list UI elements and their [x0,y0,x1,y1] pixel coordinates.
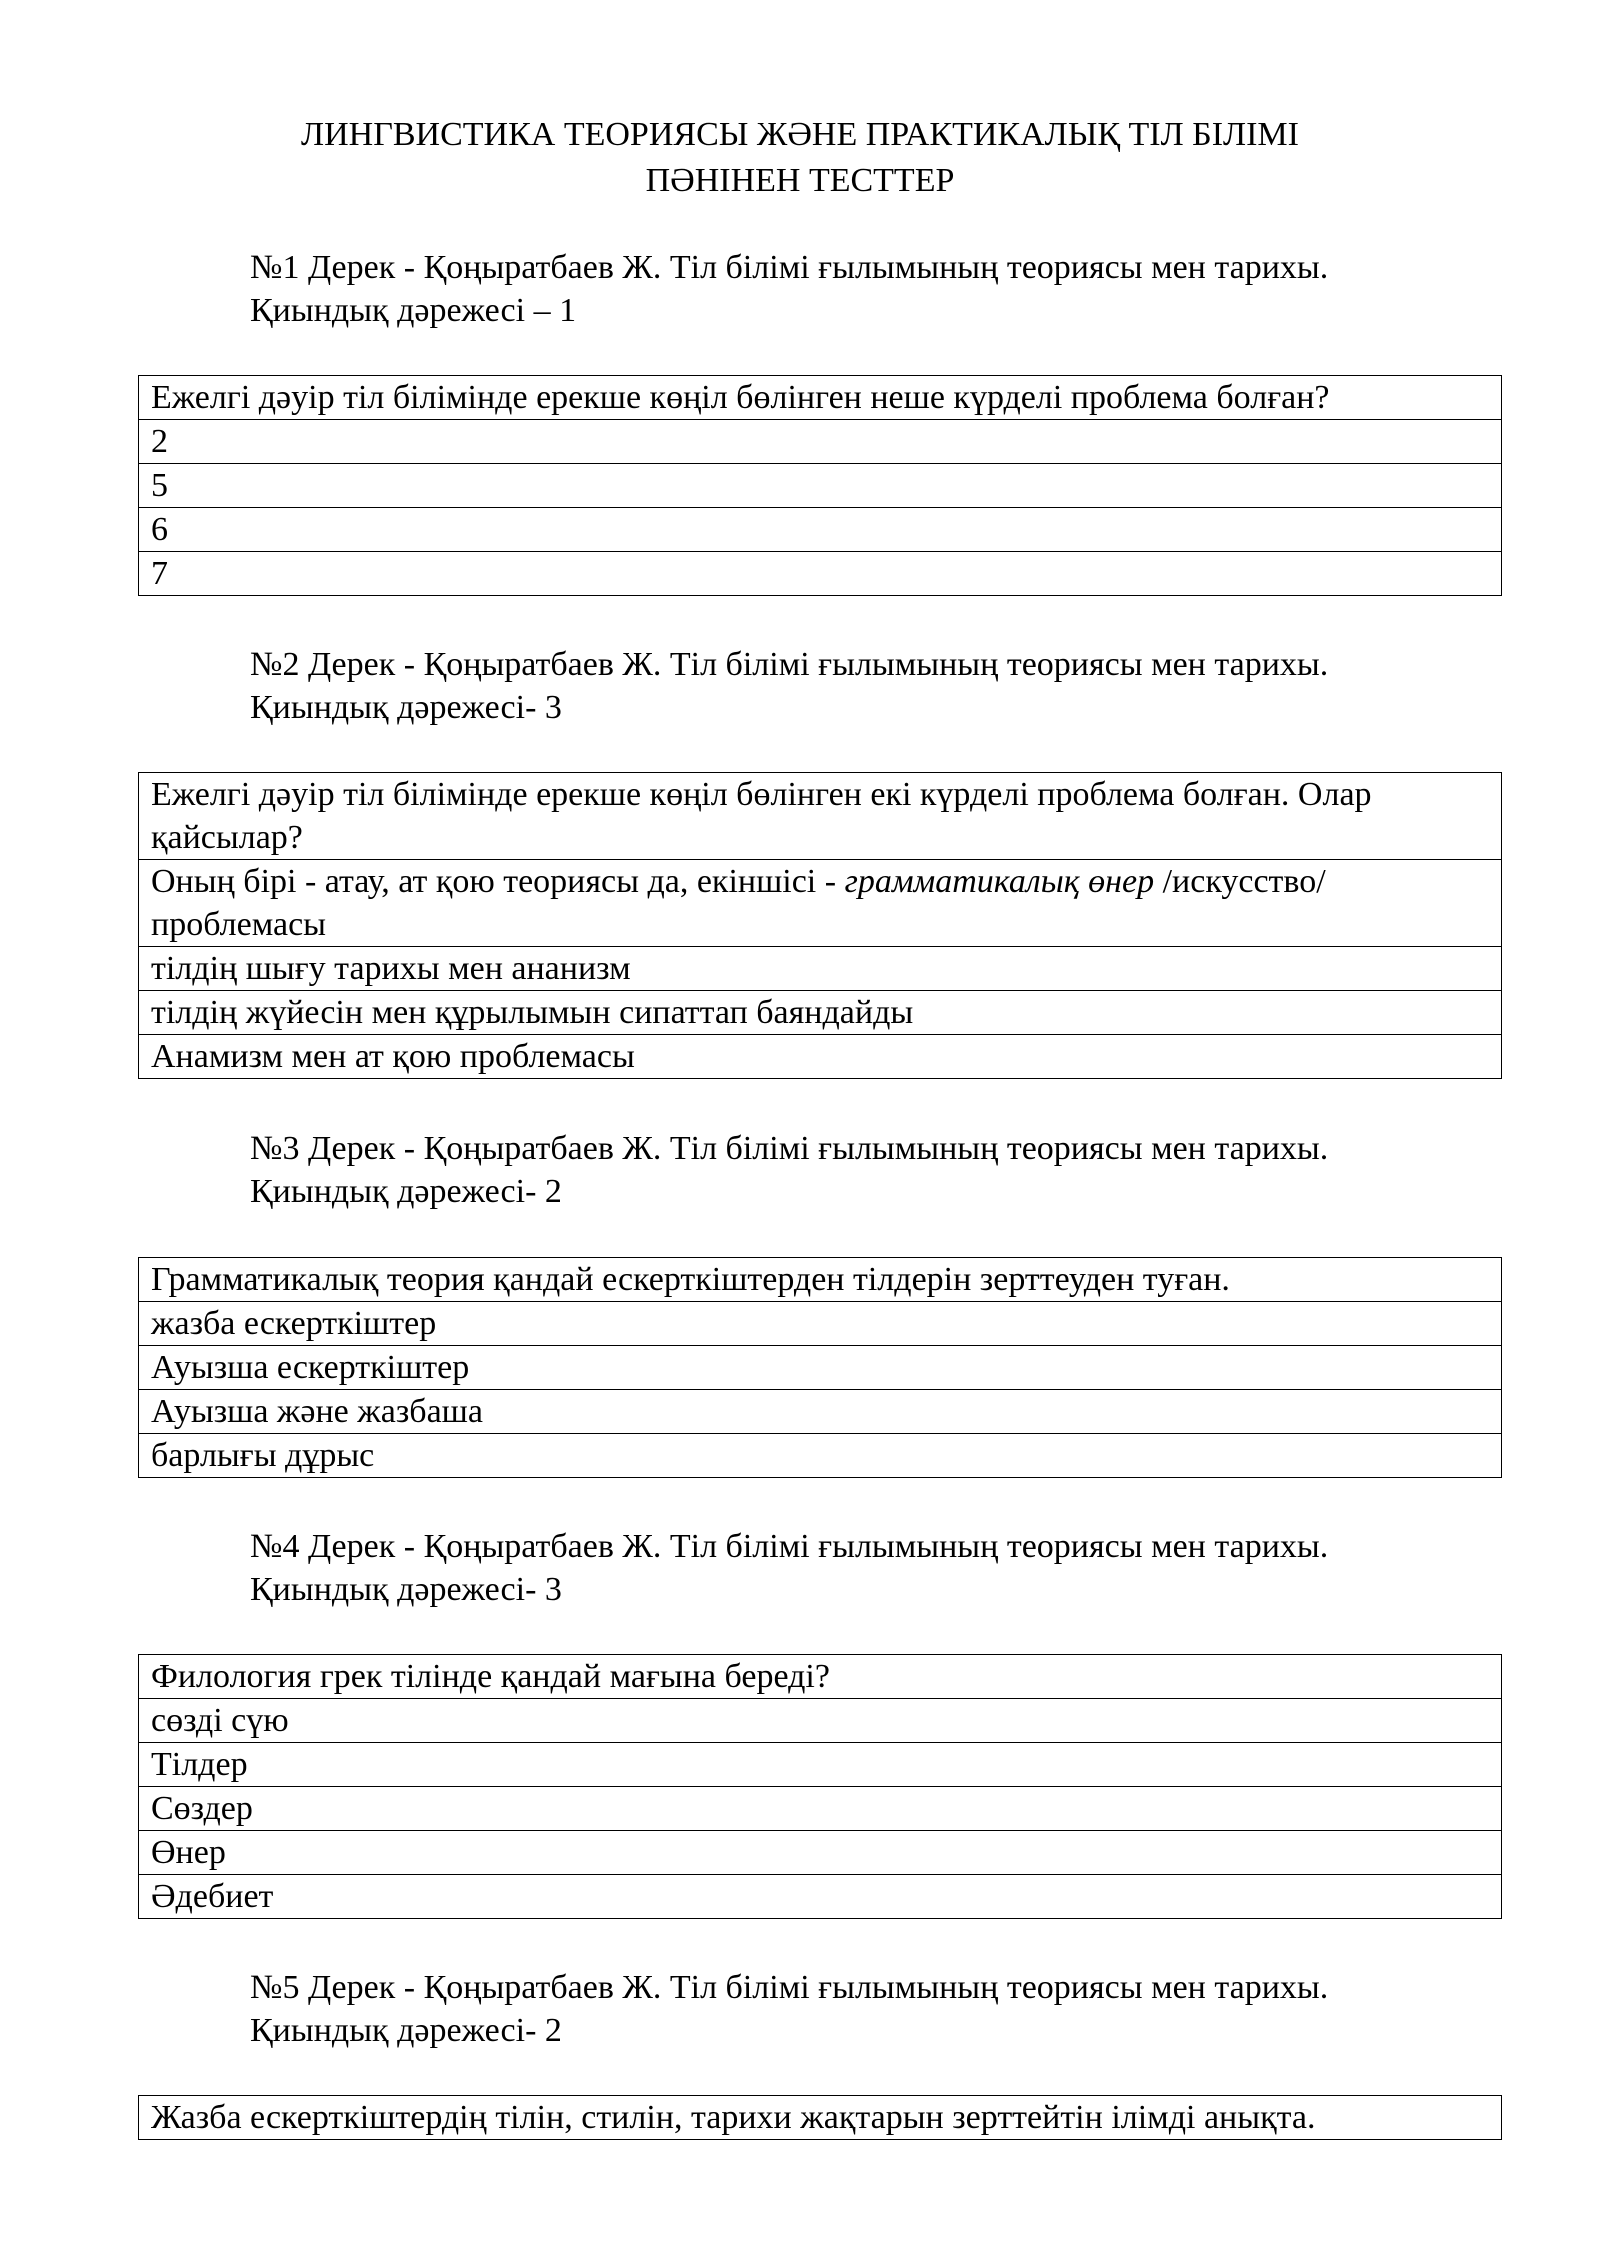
question-2-option-3: тілдің жүйесін мен құрылымын сипаттап баяндайды [139,991,1502,1035]
question-2-option-1-pre: Оның бірі - атау, ат қою теориясы да, екіншісі - [151,863,845,900]
question-3-table [138,1257,1502,1478]
question-2-option-1-post: /искусство/ проблемасы [151,863,1326,943]
question-4-option-3: Сөздер [139,1787,1502,1831]
question-2-difficulty: Қиындық дәрежесі- 3 [250,689,562,726]
question-2-option-2: тілдің шығу тарихы мен ананизм [139,947,1502,991]
question-4-option-1: сөзді сүю [139,1699,1502,1743]
question-1-source: №1 Дерек - Қоңыратбаев Ж. Тіл білімі ғылымының теориясы мен тарихы. [250,249,1329,286]
question-4-table [138,1654,1502,1919]
question-3-option-4: барлығы дұрыс [139,1434,1502,1478]
question-3-meta [250,1127,1328,1213]
question-5-table [138,2095,1502,2140]
question-5-source: №5 Дерек - Қоңыратбаев Ж. Тіл білімі ғылымының теориясы мен тарихы. [250,1969,1329,2006]
question-1-option-4: 7 [139,552,1502,596]
question-5-text: Жазба ескерткіштердің тілін, стилін, тарихи жақтарын зерттейтін ілімді анықта. [139,2096,1502,2140]
question-2-text: Ежелгі дәуір тіл білімінде ерекше көңіл бөлінген екі күрделі проблема болған. Олар қайсылар? [139,773,1502,860]
question-4-option-4: Өнер [139,1831,1502,1875]
question-2-option-4: Анамизм мен ат қою проблемасы [139,1035,1502,1079]
question-4-source: №4 Дерек - Қоңыратбаев Ж. Тіл білімі ғылымының теориясы мен тарихы. [250,1528,1329,1565]
question-3-option-1: жазба ескерткіштер [139,1302,1502,1346]
question-4-option-2: Тілдер [139,1743,1502,1787]
question-2-option-1-italic: грамматикалық өнер [844,863,1155,900]
question-1-table [138,375,1502,596]
question-1-option-1: 2 [139,420,1502,464]
question-3-option-2: Ауызша ескерткіштер [139,1346,1502,1390]
question-3-source: №3 Дерек - Қоңыратбаев Ж. Тіл білімі ғылымының теориясы мен тарихы. [250,1130,1329,1167]
title-line-2: ПӘНІНЕН ТЕСТТЕР [645,162,955,199]
question-3-difficulty: Қиындық дәрежесі- 2 [250,1173,562,1210]
question-2-meta [250,643,1328,729]
question-4-difficulty: Қиындық дәрежесі- 3 [250,1571,562,1608]
question-3-option-3: Ауызша және жазбаша [139,1390,1502,1434]
question-1-meta [250,246,1328,332]
question-1-difficulty: Қиындық дәрежесі – 1 [250,292,577,329]
question-2-source: №2 Дерек - Қоңыратбаев Ж. Тіл білімі ғылымының теориясы мен тарихы. [250,646,1329,683]
title-line-1: ЛИНГВИСТИКА ТЕОРИЯСЫ ЖӘНЕ ПРАКТИКАЛЫҚ ТІЛ БІЛІМІ [301,116,1299,153]
document-title [0,112,1600,204]
question-3-text: Грамматикалық теория қандай ескерткіштерден тілдерін зерттеуден туған. [139,1258,1502,1302]
question-4-text: Филология грек тілінде қандай мағына береді? [139,1655,1502,1699]
question-1-option-2: 5 [139,464,1502,508]
question-2-option-1 [139,860,1502,947]
question-5-difficulty: Қиындық дәрежесі- 2 [250,2012,562,2049]
question-1-text: Ежелгі дәуір тіл білімінде ерекше көңіл бөлінген неше күрделі проблема болған? [139,376,1502,420]
question-4-meta [250,1525,1328,1611]
question-1-option-3: 6 [139,508,1502,552]
question-4-option-5: Әдебиет [139,1875,1502,1919]
question-2-table [138,772,1502,1079]
question-5-meta [250,1966,1328,2052]
